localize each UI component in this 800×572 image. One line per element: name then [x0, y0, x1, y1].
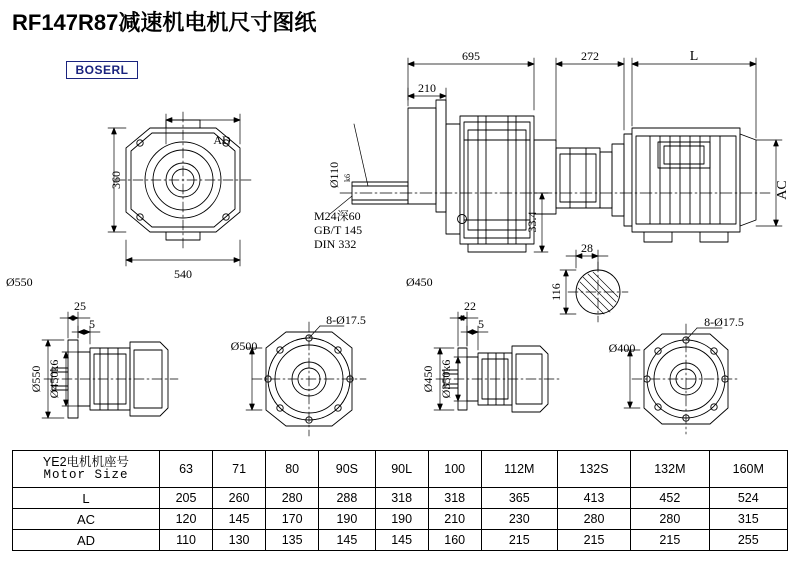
label-116: 116: [549, 283, 563, 301]
brand-logo-text: BOSERL: [75, 63, 129, 77]
table-cell: 215: [557, 530, 630, 551]
table-cell: 190: [375, 509, 428, 530]
label-33-4: 33.4: [525, 211, 539, 233]
page-title: RF147R87减速机电机尺寸图纸: [12, 10, 317, 35]
table-cell: 452: [631, 488, 709, 509]
table-header-size: 71: [213, 451, 266, 488]
table-cell: 315: [709, 509, 787, 530]
label-22: 22: [464, 299, 476, 313]
table-header-label-en: Motor Size: [43, 468, 129, 482]
label-thread-1: M24深60: [314, 209, 361, 223]
table-header-size: 90S: [319, 451, 375, 488]
table-cell: 145: [213, 509, 266, 530]
table-cell: 130: [213, 530, 266, 551]
table-cell: 280: [557, 509, 630, 530]
table-cell: 170: [266, 509, 319, 530]
motor-adapter: [534, 140, 624, 216]
table-cell: 230: [481, 509, 557, 530]
table-header-size: 160M: [709, 451, 787, 488]
table-cell: 260: [213, 488, 266, 509]
table-cell: 205: [160, 488, 213, 509]
table-header-row: [13, 451, 788, 488]
table-cell: 210: [428, 509, 481, 530]
dim-272: [556, 58, 624, 142]
table-cell: 215: [631, 530, 709, 551]
label-shaft-dia: Ø110: [327, 161, 341, 189]
shaft-collar: [408, 100, 446, 212]
table-cell: 280: [266, 488, 319, 509]
label-flange3-od: Ø450: [406, 275, 433, 289]
table-cell: 160: [428, 530, 481, 551]
table-header-label-cn: YE2电机机座号: [42, 454, 130, 469]
label-695: 695: [462, 49, 480, 63]
label-28: 28: [581, 241, 593, 255]
label-flange1-spigot: Ø450k6: [47, 359, 61, 399]
table-header-size: 100: [428, 451, 481, 488]
label-25: 25: [74, 299, 86, 313]
table-cell: 413: [557, 488, 630, 509]
label-flange3-pcd: Ø450: [421, 365, 435, 393]
label-flange1-od: Ø550: [6, 275, 33, 289]
label-5b: 5: [478, 317, 484, 331]
dim-L: [632, 58, 756, 138]
table-header-size: 90L: [375, 451, 428, 488]
table-header-label: [13, 451, 160, 488]
row-label: AD: [13, 530, 160, 551]
table-row: [13, 530, 788, 551]
label-AC: AC: [775, 180, 790, 200]
table-cell: 280: [631, 509, 709, 530]
table-cell: 524: [709, 488, 787, 509]
label-272: 272: [581, 49, 599, 63]
label-flange1-pcd: Ø550: [29, 365, 43, 393]
table-header-size: 63: [160, 451, 213, 488]
table-cell: 190: [319, 509, 375, 530]
table-cell: 145: [319, 530, 375, 551]
table-cell: 318: [375, 488, 428, 509]
table-cell: 110: [160, 530, 213, 551]
label-5a: 5: [89, 317, 95, 331]
label-540: 540: [174, 267, 192, 281]
table-header-size: 80: [266, 451, 319, 488]
dim-5a: [72, 326, 100, 344]
table-cell: 215: [481, 530, 557, 551]
table-cell: 365: [481, 488, 557, 509]
dim-22: [450, 312, 478, 346]
table-header-size: 132M: [631, 451, 709, 488]
label-L: L: [689, 49, 699, 64]
label-thread-3: DIN 332: [314, 237, 357, 251]
label-flange3-spigot: Ø350k6: [439, 359, 453, 399]
table-cell: 318: [428, 488, 481, 509]
table-row: [13, 509, 788, 530]
motor-size-table: [12, 450, 788, 551]
label-flange4-pcd: Ø400: [608, 341, 636, 355]
table-header-size: 132S: [557, 451, 630, 488]
table-cell: 145: [375, 530, 428, 551]
motor-body: [624, 128, 756, 242]
label-flange4-holes: 8-Ø17.5: [704, 315, 744, 329]
label-AD: AD: [213, 133, 231, 147]
table-cell: 120: [160, 509, 213, 530]
table-cell: 288: [319, 488, 375, 509]
row-label: L: [13, 488, 160, 509]
label-shaft-dia-tol: k6: [343, 174, 352, 182]
table-header-size: 112M: [481, 451, 557, 488]
table-row: [13, 488, 788, 509]
gear-housing: [446, 116, 534, 252]
label-360: 360: [109, 171, 123, 189]
table-cell: 255: [709, 530, 787, 551]
label-flange2-holes: 8-Ø17.5: [326, 313, 366, 327]
dim-shaft-dia: [354, 124, 368, 186]
label-flange2-pcd: Ø500: [230, 339, 258, 353]
row-label: AC: [13, 509, 160, 530]
label-thread-2: GB/T 145: [314, 223, 363, 237]
label-210: 210: [418, 81, 436, 95]
table-cell: 135: [266, 530, 319, 551]
